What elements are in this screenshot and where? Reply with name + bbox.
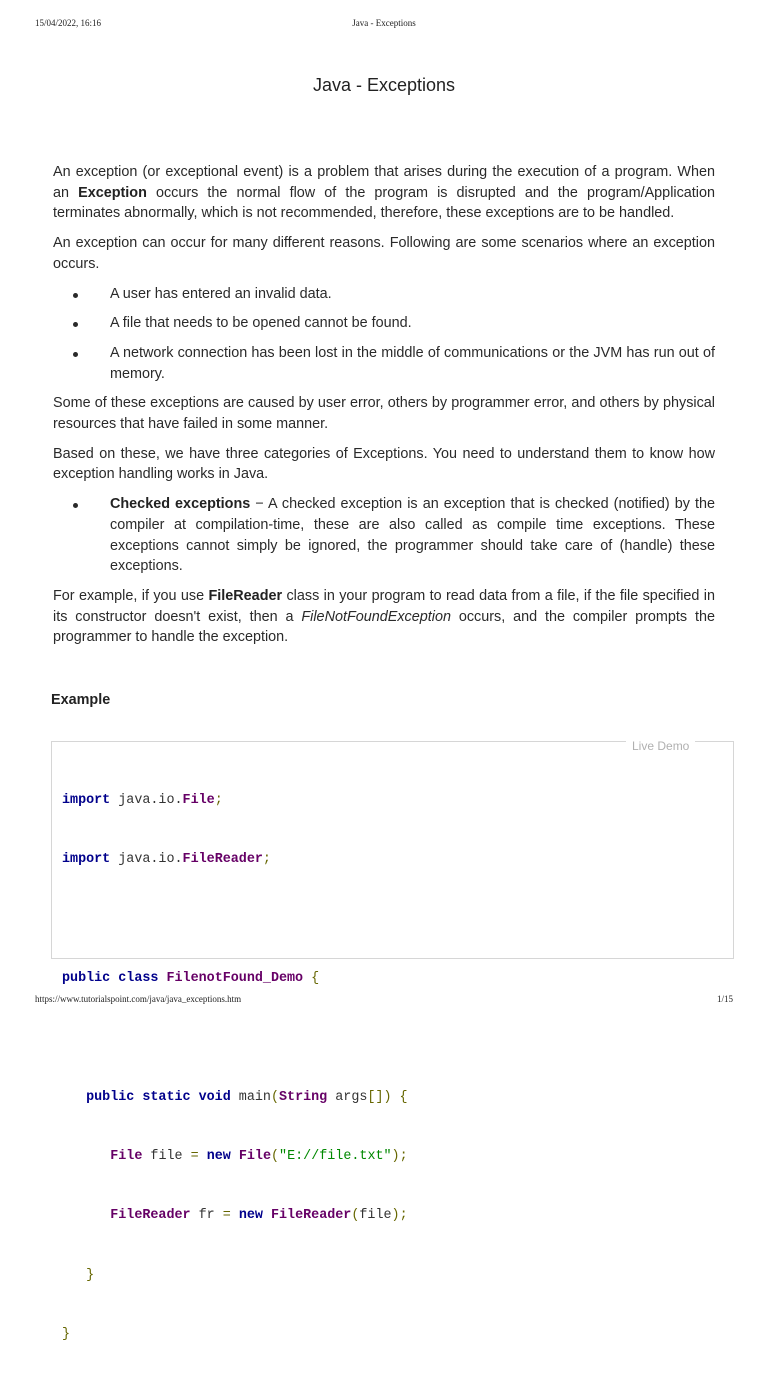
code-line: }	[86, 1267, 95, 1283]
list-item: A user has entered an invalid data.	[53, 284, 715, 305]
filereader-term: FileReader	[208, 587, 283, 604]
code-content	[62, 751, 408, 1385]
code-line: public class FilenotFound_Demo {	[62, 970, 320, 986]
bullet-icon	[73, 352, 78, 357]
page-title: Java - Exceptions	[312, 75, 456, 95]
code-line: import java.io.File;	[62, 792, 223, 808]
print-datetime: 15/04/2022, 16:16	[35, 18, 102, 28]
code-line	[62, 909, 408, 929]
bullet-icon	[73, 293, 78, 298]
intro-paragraph: An exception (or exceptional event) is a problem that arises during the execution of a program. When an Exception occurs the normal flow of the program is disrupted and the program/Application terminates abnormally, which is not recommended, therefore, these exceptions are to be handled.	[53, 164, 715, 222]
causes-paragraph: Some of these exceptions are caused by user error, others by programmer error, and others by physical resources that have failed in some manner.	[53, 395, 715, 433]
bullet-icon	[73, 503, 78, 508]
code-line	[62, 1028, 408, 1048]
page-number: 1/15	[716, 994, 733, 1004]
code-line: FileReader fr = new FileReader(file);	[110, 1208, 408, 1224]
scenario-list	[53, 284, 715, 385]
categories-paragraph: Based on these, we have three categories of Exceptions. You need to understand them to know how exception handling works in Java.	[53, 445, 715, 483]
category-list	[53, 494, 715, 577]
list-item: A file that needs to be opened cannot be found.	[53, 313, 715, 334]
print-footer	[35, 994, 733, 1006]
list-item: A network connection has been lost in the middle of communications or the JVM has run out of memory.	[53, 343, 715, 384]
example-heading: Example	[51, 692, 111, 708]
reasons-paragraph: An exception can occur for many different reasons. Following are some scenarios where an exception occurs.	[53, 235, 715, 272]
bullet-icon	[73, 322, 78, 327]
article-body	[53, 162, 715, 657]
live-demo-link[interactable]: Live Demo	[626, 739, 695, 753]
example-intro-paragraph: For example, if you use FileReader class in your program to read data from a file, if the file specified in its constructor doesn't exist, then a FileNotFoundException occurs, and the compiler prompts the programmer to handle the exception.	[53, 587, 715, 646]
code-line: }	[62, 1327, 71, 1343]
exception-term: Exception	[78, 184, 147, 201]
filenotfound-term: FileNotFoundException	[301, 608, 451, 625]
print-doc-title: Java - Exceptions	[352, 18, 416, 28]
code-line: public static void main(String args[]) {	[86, 1089, 408, 1105]
print-url: https://www.tutorialspoint.com/java/java_exceptions.htm	[35, 994, 242, 1004]
list-item: Checked exceptions − A checked exception is an exception that is checked (notified) by the compiler at compilation-time, these are also called as compile time exceptions. These exceptions cannot simply be ignored, the programmer should take care of (handle) these exceptions.	[53, 494, 715, 577]
code-line: import java.io.FileReader;	[62, 851, 271, 867]
code-line: File file = new File("E://file.txt");	[110, 1148, 408, 1164]
print-header	[35, 18, 733, 30]
checked-exceptions-term: Checked exceptions	[110, 496, 251, 513]
